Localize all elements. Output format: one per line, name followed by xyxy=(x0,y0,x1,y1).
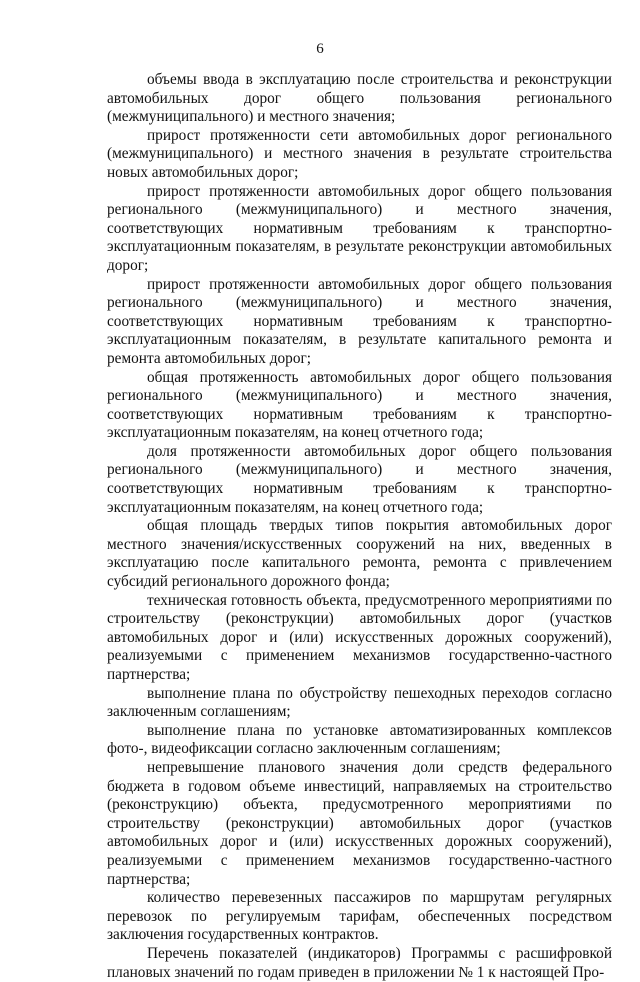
document-body xyxy=(107,71,612,982)
paragraph-growth-repair: прирост протяженности автомобильных дорог общего пользования регионального (межмуниципального) и местного значения, соответствующих нормативным требованиям к транспортно-эксплуатационным показателям, в результате капитального ремонта и ремонта автомобильных дорог; xyxy=(107,275,612,367)
paragraph-total-length: общая протяженность автомобильных дорог общего пользования регионального (межмуниципального) и местного значения, соответствующих нормативным требованиям к транспортно-эксплуатационным показателям, на конец отчетного года; xyxy=(107,368,612,442)
paragraph-technical-readiness: техническая готовность объекта, предусмотренного мероприятиями по строительству (реконструкции) автомобильных дорог (участков автомобильных дорог и (или) искусственных дорожных сооружений), реализуемыми с применением механизмов государственно-частного партнерства; xyxy=(107,591,612,683)
paragraph-federal-budget-share: непревышение планового значения доли средств федерального бюджета в годовом объеме инвестиций, направляемых на строительство (реконструкцию) объекта, предусмотренного мероприятиями по строительству (реконструкции) автомобильных дорог (участков автомобильных дорог и (или) искусственных дорожных сооружений), реализуемыми с применением механизмов государственно-частного партнерства; xyxy=(107,758,612,888)
page-number: 6 xyxy=(316,41,324,57)
paragraph-network-growth: прирост протяженности сети автомобильных дорог регионального (межмуниципального) и местного значения в результате строительства новых автомобильных дорог; xyxy=(107,126,612,181)
paragraph-commissioning-volumes: объемы ввода в эксплуатацию после строительства и реконструкции автомобильных дорог общего пользования регионального (межмуниципального) и местного значения; xyxy=(107,71,612,126)
paragraph-passengers-transported: количество перевезенных пассажиров по маршрутам регулярных перевозок по регулируемым тарифам, обеспеченных посредством заключения государственных контрактов. xyxy=(107,889,612,944)
paragraph-pedestrian-crossings: выполнение плана по обустройству пешеходных переходов согласно заключенным соглашениям; xyxy=(107,684,612,721)
paragraph-paved-area: общая площадь твердых типов покрытия автомобильных дорог местного значения/искусственных сооружений на них, введенных в эксплуатацию после капитального ремонта, ремонта с привлечением субсидий регионального дорожного фонда; xyxy=(107,517,612,591)
paragraph-indicators-list: Перечень показателей (индикаторов) Программы с расшифровкой плановых значений по годам приведен в приложении № 1 к настоящей Про- xyxy=(107,944,612,981)
paragraph-growth-reconstruction: прирост протяженности автомобильных дорог общего пользования регионального (межмуниципального) и местного значения, соответствующих нормативным требованиям к транспортно-эксплуатационным показателям, в результате реконструкции автомобильных дорог; xyxy=(107,182,612,274)
paragraph-length-share: доля протяженности автомобильных дорог общего пользования регионального (межмуниципального) и местного значения, соответствующих нормативным требованиям к транспортно-эксплуатационным показателям, на конец отчетного года; xyxy=(107,442,612,516)
paragraph-photo-video-complexes: выполнение плана по установке автоматизированных комплексов фото-, видеофиксации согласно заключенным соглашениям; xyxy=(107,721,612,758)
